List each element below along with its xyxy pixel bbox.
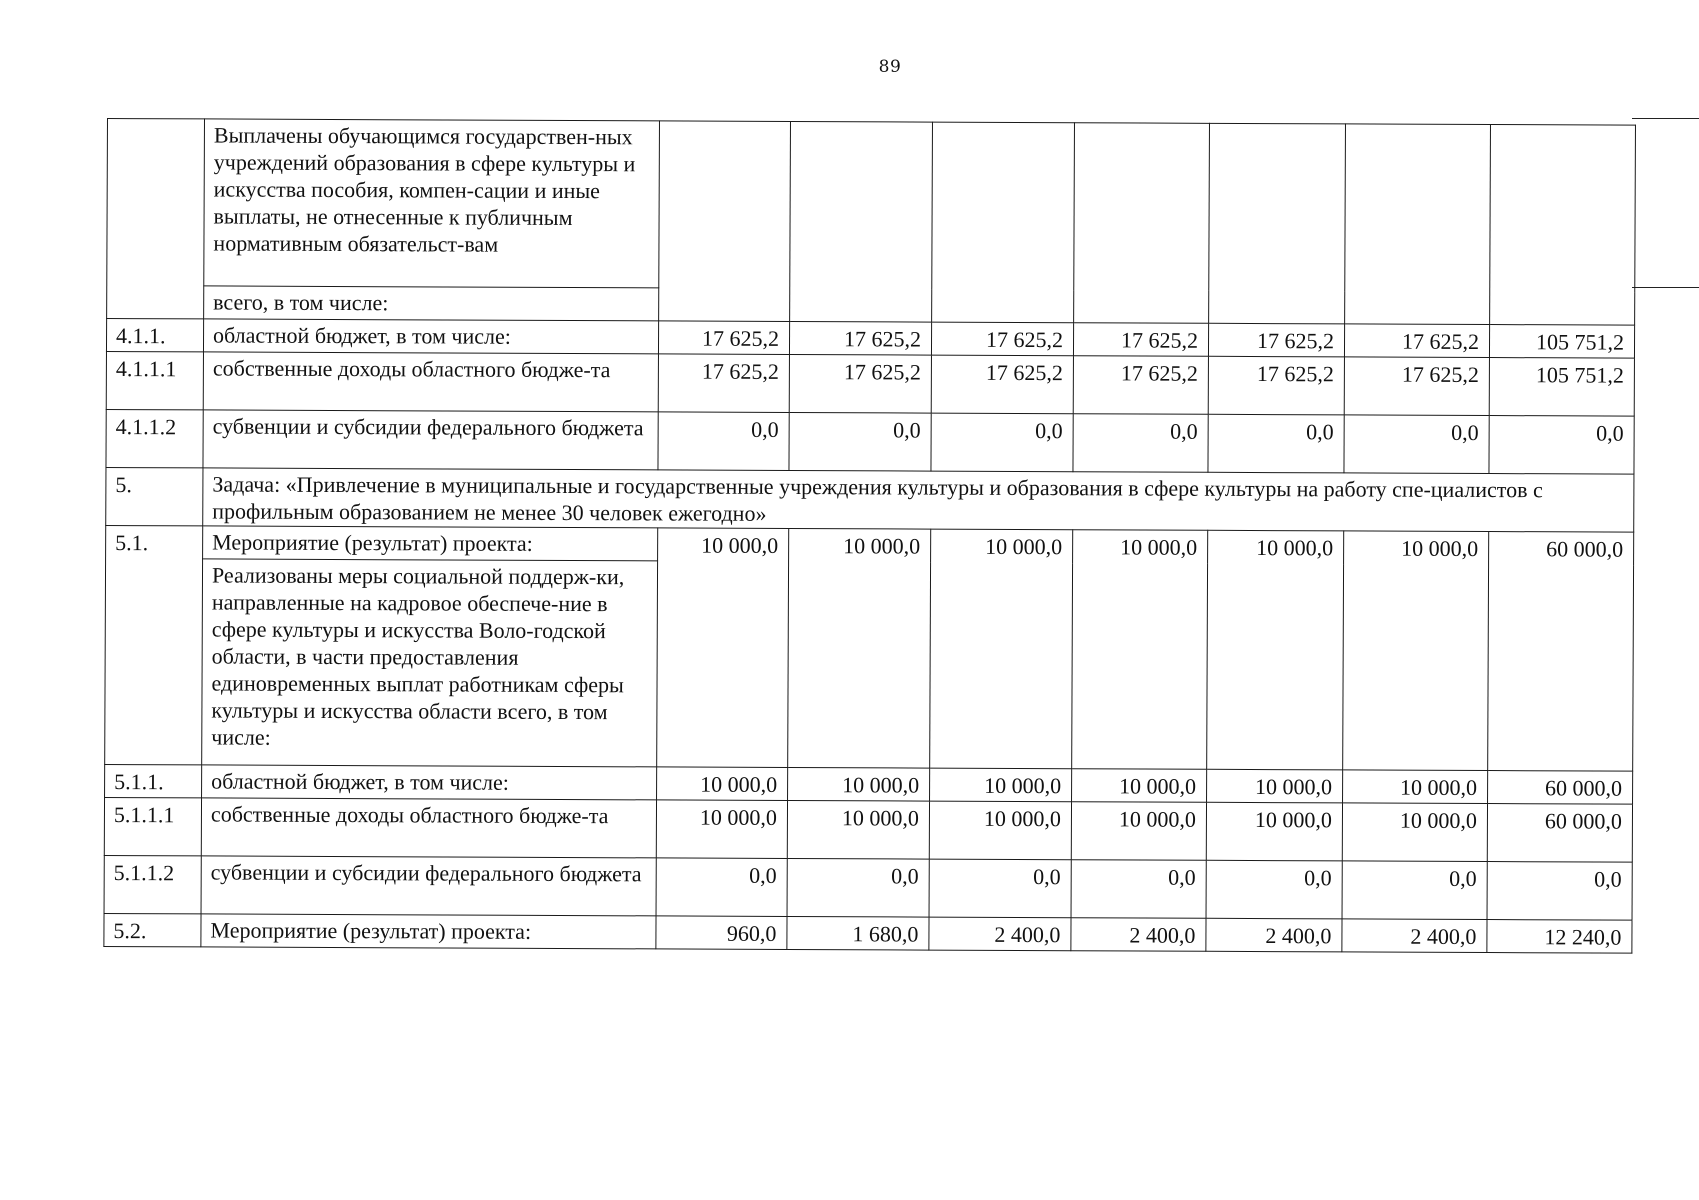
table-row xyxy=(104,855,1632,920)
value-cell: 0,0 xyxy=(1487,862,1632,921)
row-code: 4.1.1.1 xyxy=(106,351,203,409)
value-cell: 2 400,0 xyxy=(1206,918,1342,952)
row-description: субвенции и субсидии федерального бюджета xyxy=(201,856,656,916)
value-cell: 0,0 xyxy=(787,858,929,917)
value-cell: 2 400,0 xyxy=(1342,919,1487,953)
value-cell: 17 625,2 xyxy=(1073,356,1208,415)
value-cell: 0,0 xyxy=(1206,860,1342,919)
value-cell: 0,0 xyxy=(658,412,789,471)
value-cell xyxy=(659,121,791,322)
row-description: Реализованы меры социальной поддерж-ки, направленные на кадровое обеспече-ние в сфере культуры и искусства Воло-годской области, в части предоставления единовременных выплат работникам сферы культуры и искусства области всего, в том числе: xyxy=(202,559,658,767)
row-description: Мероприятие (результат) проекта: xyxy=(203,526,658,561)
value-cell: 10 000,0 xyxy=(788,528,931,768)
row-description: собственные доходы областного бюдже-та xyxy=(201,798,656,858)
value-cell xyxy=(1490,125,1636,326)
document-sheet xyxy=(103,118,1636,954)
value-cell xyxy=(1209,123,1346,324)
value-cell: 105 751,2 xyxy=(1489,325,1634,359)
value-cell: 10 000,0 xyxy=(1343,770,1488,804)
value-cell: 10 000,0 xyxy=(1071,802,1206,861)
value-cell: 0,0 xyxy=(1344,415,1489,474)
value-cell: 12 240,0 xyxy=(1487,920,1632,954)
table-row xyxy=(104,913,1632,953)
value-cell: 17 625,2 xyxy=(1208,356,1344,415)
value-cell: 2 400,0 xyxy=(1071,918,1206,952)
row-description: Мероприятие (результат) проекта: xyxy=(201,914,656,949)
value-cell: 10 000,0 xyxy=(657,528,789,768)
row-description: областной бюджет, в том числе: xyxy=(203,319,658,354)
table-continuation-line-top xyxy=(1632,118,1699,119)
row-code: 5.2. xyxy=(104,913,201,946)
row-code: 4.1.1. xyxy=(106,319,203,352)
row-description: Выплачены обучающимся государствен-ных учреждений образования в сфере культуры и искусства пособия, компен-сации и иные выплаты, не отнесенные к публичным нормативным обязательст-вам xyxy=(204,119,660,288)
row-code: 5.1.1.1 xyxy=(104,797,201,855)
budget-table xyxy=(103,118,1636,954)
value-cell: 10 000,0 xyxy=(657,767,788,801)
value-cell: 60 000,0 xyxy=(1488,771,1633,805)
value-cell: 10 000,0 xyxy=(787,800,929,859)
table-continuation-line-mid xyxy=(1632,287,1699,288)
row-description: областной бюджет, в том числе: xyxy=(202,765,657,800)
row-code: 5.1.1.2 xyxy=(104,855,201,913)
value-cell: 10 000,0 xyxy=(930,529,1073,769)
row-code: 5.1. xyxy=(105,525,203,764)
value-cell: 17 625,2 xyxy=(658,354,789,413)
value-cell: 10 000,0 xyxy=(1207,530,1344,770)
value-cell: 10 000,0 xyxy=(1072,530,1208,770)
value-cell: 0,0 xyxy=(656,858,787,917)
value-cell: 0,0 xyxy=(929,859,1071,918)
value-cell: 10 000,0 xyxy=(788,767,930,801)
value-cell: 0,0 xyxy=(1071,860,1206,919)
value-cell: 105 751,2 xyxy=(1489,358,1634,417)
value-cell: 10 000,0 xyxy=(656,800,787,859)
row-code: 5. xyxy=(106,467,203,525)
value-cell: 10 000,0 xyxy=(1207,769,1343,803)
row-description: всего, в том числе: xyxy=(204,286,659,321)
page-number: 89 xyxy=(878,57,902,77)
value-cell: 0,0 xyxy=(1073,414,1208,473)
value-cell: 17 625,2 xyxy=(1208,323,1344,357)
row-description: собственные доходы областного бюдже-та xyxy=(203,352,658,412)
value-cell: 17 625,2 xyxy=(1344,324,1489,358)
value-cell: 1 680,0 xyxy=(787,916,929,950)
table-row xyxy=(107,119,1636,293)
value-cell: 60 000,0 xyxy=(1488,532,1634,772)
table-row xyxy=(106,409,1634,474)
value-cell: 17 625,2 xyxy=(789,354,931,413)
table-row xyxy=(106,351,1634,416)
value-cell: 10 000,0 xyxy=(930,768,1072,802)
value-cell: 17 625,2 xyxy=(658,321,789,355)
table-row xyxy=(104,797,1632,862)
value-cell: 60 000,0 xyxy=(1487,804,1632,863)
value-cell: 17 625,2 xyxy=(931,355,1073,414)
row-code xyxy=(107,119,205,319)
value-cell: 0,0 xyxy=(931,413,1073,472)
value-cell: 10 000,0 xyxy=(1342,803,1487,862)
value-cell: 10 000,0 xyxy=(1206,802,1342,861)
value-cell xyxy=(1074,123,1210,324)
value-cell: 17 625,2 xyxy=(1073,323,1208,357)
value-cell: 17 625,2 xyxy=(1344,357,1489,416)
row-code: 5.1.1. xyxy=(105,764,202,797)
row-code: 4.1.1.2 xyxy=(106,409,203,467)
value-cell xyxy=(932,122,1075,323)
value-cell: 17 625,2 xyxy=(789,321,931,355)
value-cell: 0,0 xyxy=(789,412,931,471)
value-cell: 0,0 xyxy=(1208,414,1344,473)
value-cell: 10 000,0 xyxy=(929,801,1071,860)
value-cell: 0,0 xyxy=(1342,861,1487,920)
value-cell: 10 000,0 xyxy=(1343,531,1489,771)
value-cell: 960,0 xyxy=(656,916,787,950)
value-cell xyxy=(1345,124,1491,325)
row-description: субвенции и субсидии федерального бюджета xyxy=(203,410,658,470)
table-row xyxy=(106,467,1634,532)
value-cell: 17 625,2 xyxy=(931,322,1073,356)
task-description: Задача: «Привлечение в муниципальные и государственные учреждения культуры и образования в сфере культуры на работу спе-циалистов с профильным образованием не менее 30 человек ежегодно» xyxy=(203,468,1634,532)
value-cell xyxy=(790,121,933,322)
value-cell: 10 000,0 xyxy=(1072,769,1207,803)
value-cell: 2 400,0 xyxy=(929,917,1071,951)
value-cell: 0,0 xyxy=(1489,416,1634,475)
